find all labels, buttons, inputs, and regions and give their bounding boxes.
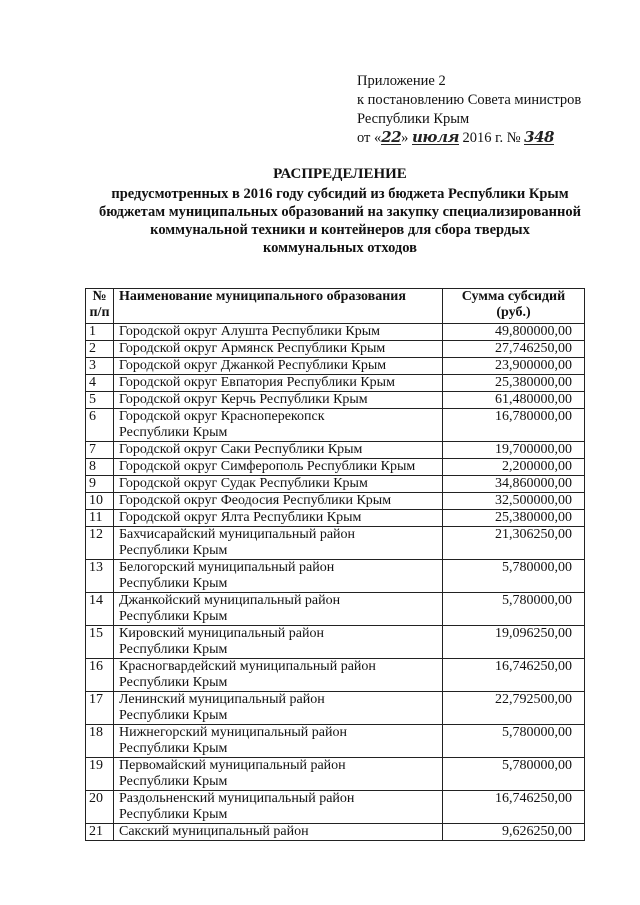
row-amount: 16,746250,00 bbox=[443, 791, 585, 824]
row-amount: 16,746250,00 bbox=[443, 659, 585, 692]
row-number: 5 bbox=[86, 392, 114, 409]
table-row bbox=[86, 358, 585, 375]
title-line-4: коммунальных отходов bbox=[263, 240, 417, 256]
row-municipality bbox=[114, 791, 443, 824]
row-amount: 32,500000,00 bbox=[443, 493, 585, 510]
row-amount: 5,780000,00 bbox=[443, 725, 585, 758]
row-amount: 5,780000,00 bbox=[443, 758, 585, 791]
row-number: 20 bbox=[86, 791, 114, 824]
row-number: 8 bbox=[86, 459, 114, 476]
row-amount: 19,700000,00 bbox=[443, 442, 585, 459]
title-line-2: бюджетам муниципальных образований на закупку специализированной bbox=[99, 204, 581, 220]
municipality-name-line2: Республики Крым bbox=[119, 609, 228, 624]
municipality-name-line2: Республики Крым bbox=[119, 708, 228, 723]
appendix-reference: к постановлению Совета министров bbox=[357, 92, 582, 108]
municipality-name-line2: Республики Крым bbox=[119, 741, 228, 756]
row-municipality bbox=[114, 626, 443, 659]
table-row bbox=[86, 791, 585, 824]
header-num-line1: № bbox=[92, 289, 107, 304]
row-number: 10 bbox=[86, 493, 114, 510]
row-number: 4 bbox=[86, 375, 114, 392]
handwritten-day: 22 bbox=[381, 128, 402, 146]
table-row bbox=[86, 510, 585, 527]
row-amount: 25,380000,00 bbox=[443, 375, 585, 392]
table-row bbox=[86, 493, 585, 510]
row-number: 11 bbox=[86, 510, 114, 527]
row-municipality bbox=[114, 510, 443, 527]
row-number: 14 bbox=[86, 593, 114, 626]
handwritten-number: 348 bbox=[524, 128, 554, 146]
row-municipality bbox=[114, 659, 443, 692]
municipality-name-line1: Ленинский муниципальный район bbox=[119, 692, 325, 707]
municipality-name-line2: Республики Крым bbox=[119, 774, 228, 789]
municipality-name-line2: Республики Крым bbox=[119, 576, 228, 591]
table-row bbox=[86, 375, 585, 392]
municipality-name-line1: Красногвардейский муниципальный район bbox=[119, 659, 376, 674]
header-amount-line1: Сумма субсидий bbox=[461, 289, 566, 304]
row-municipality bbox=[114, 593, 443, 626]
municipality-name-line1: Городской округ Судак Республики Крым bbox=[119, 476, 368, 491]
municipality-name-line1: Городской округ Керчь Республики Крым bbox=[119, 392, 368, 407]
row-municipality bbox=[114, 758, 443, 791]
municipality-name-line1: Нижнегорский муниципальный район bbox=[119, 725, 347, 740]
title-heading: РАСПРЕДЕЛЕНИЕ bbox=[273, 166, 407, 182]
row-amount: 19,096250,00 bbox=[443, 626, 585, 659]
row-municipality bbox=[114, 476, 443, 493]
row-municipality bbox=[114, 560, 443, 593]
municipality-name-line1: Раздольненский муниципальный район bbox=[119, 791, 355, 806]
row-number: 21 bbox=[86, 824, 114, 841]
row-municipality bbox=[114, 341, 443, 358]
header-name: Наименование муниципального образования bbox=[114, 289, 443, 324]
row-municipality bbox=[114, 824, 443, 841]
row-number: 7 bbox=[86, 442, 114, 459]
municipality-name-line1: Городской округ Алушта Республики Крым bbox=[119, 324, 380, 339]
table-row bbox=[86, 341, 585, 358]
row-municipality bbox=[114, 324, 443, 341]
row-municipality bbox=[114, 375, 443, 392]
row-number: 6 bbox=[86, 409, 114, 442]
table-row bbox=[86, 725, 585, 758]
municipality-name-line1: Джанкойский муниципальный район bbox=[119, 593, 341, 608]
municipality-name-line1: Городской округ Джанкой Республики Крым bbox=[119, 358, 387, 373]
municipality-name-line1: Бахчисарайский муниципальный район bbox=[119, 527, 356, 542]
date-quote: » bbox=[401, 130, 409, 146]
table-row bbox=[86, 824, 585, 841]
municipality-name-line2: Республики Крым bbox=[119, 807, 228, 822]
table-row bbox=[86, 527, 585, 560]
municipality-name-line1: Первомайский муниципальный район bbox=[119, 758, 346, 773]
row-amount: 9,626250,00 bbox=[443, 824, 585, 841]
row-municipality bbox=[114, 392, 443, 409]
appendix-date-line bbox=[357, 129, 581, 148]
row-amount: 21,306250,00 bbox=[443, 527, 585, 560]
row-municipality bbox=[114, 442, 443, 459]
table-row bbox=[86, 692, 585, 725]
appendix-header bbox=[357, 72, 581, 148]
row-amount: 2,200000,00 bbox=[443, 459, 585, 476]
row-municipality bbox=[114, 409, 443, 442]
row-amount: 61,480000,00 bbox=[443, 392, 585, 409]
row-municipality bbox=[114, 493, 443, 510]
municipality-name-line1: Сакский муниципальный район bbox=[119, 824, 309, 839]
header-amount-line2: (руб.) bbox=[496, 305, 531, 320]
row-number: 15 bbox=[86, 626, 114, 659]
header-num bbox=[86, 289, 114, 324]
table-row bbox=[86, 626, 585, 659]
table-row bbox=[86, 392, 585, 409]
row-municipality bbox=[114, 459, 443, 476]
date-prefix: от « bbox=[357, 130, 382, 146]
table-row bbox=[86, 476, 585, 493]
row-municipality bbox=[114, 692, 443, 725]
row-municipality bbox=[114, 725, 443, 758]
municipality-name-line1: Городской округ Феодосия Республики Крым bbox=[119, 493, 392, 508]
row-number: 13 bbox=[86, 560, 114, 593]
row-number: 19 bbox=[86, 758, 114, 791]
row-number: 17 bbox=[86, 692, 114, 725]
row-number: 16 bbox=[86, 659, 114, 692]
row-municipality bbox=[114, 527, 443, 560]
table-row bbox=[86, 659, 585, 692]
row-amount: 49,800000,00 bbox=[443, 324, 585, 341]
row-municipality bbox=[114, 358, 443, 375]
table-row bbox=[86, 593, 585, 626]
row-amount: 34,860000,00 bbox=[443, 476, 585, 493]
row-amount: 25,380000,00 bbox=[443, 510, 585, 527]
municipality-name-line1: Городской округ Ялта Республики Крым bbox=[119, 510, 362, 525]
row-number: 3 bbox=[86, 358, 114, 375]
row-number: 9 bbox=[86, 476, 114, 493]
municipality-name-line1: Городской округ Евпатория Республики Крым bbox=[119, 375, 395, 390]
municipality-name-line1: Городской округ Саки Республики Крым bbox=[119, 442, 363, 457]
row-number: 18 bbox=[86, 725, 114, 758]
municipality-name-line2: Республики Крым bbox=[119, 543, 228, 558]
row-number: 1 bbox=[86, 324, 114, 341]
municipality-name-line1: Белогорский муниципальный район bbox=[119, 560, 335, 575]
municipality-name-line2: Республики Крым bbox=[119, 425, 228, 440]
row-amount: 5,780000,00 bbox=[443, 560, 585, 593]
date-year: 2016 г. № bbox=[462, 130, 521, 146]
table-row bbox=[86, 409, 585, 442]
municipality-name-line1: Городской округ Армянск Республики Крым bbox=[119, 341, 386, 356]
header-amount bbox=[443, 289, 585, 324]
row-amount: 22,792500,00 bbox=[443, 692, 585, 725]
table-row bbox=[86, 560, 585, 593]
municipality-name-line1: Городской округ Красноперекопск bbox=[119, 409, 325, 424]
row-amount: 23,900000,00 bbox=[443, 358, 585, 375]
row-amount: 5,780000,00 bbox=[443, 593, 585, 626]
header-num-line2: п/п bbox=[89, 305, 110, 320]
table-row bbox=[86, 459, 585, 476]
row-amount: 16,780000,00 bbox=[443, 409, 585, 442]
municipality-name-line2: Республики Крым bbox=[119, 675, 228, 690]
title-line-1: предусмотренных в 2016 году субсидий из бюджета Республики Крым bbox=[111, 186, 569, 202]
table-row bbox=[86, 442, 585, 459]
document-title bbox=[80, 165, 600, 257]
table-row bbox=[86, 758, 585, 791]
table-header-row bbox=[86, 289, 585, 324]
table-row bbox=[86, 324, 585, 341]
municipality-name-line1: Городской округ Симферополь Республики Крым bbox=[119, 459, 416, 474]
appendix-title: Приложение 2 bbox=[357, 73, 446, 89]
municipality-name-line1: Кировский муниципальный район bbox=[119, 626, 324, 641]
row-number: 12 bbox=[86, 527, 114, 560]
subsidy-table bbox=[85, 288, 585, 841]
handwritten-month: июля bbox=[412, 128, 459, 146]
municipality-name-line2: Республики Крым bbox=[119, 642, 228, 657]
row-number: 2 bbox=[86, 341, 114, 358]
appendix-republic: Республики Крым bbox=[357, 111, 470, 127]
row-amount: 27,746250,00 bbox=[443, 341, 585, 358]
title-line-3: коммунальной техники и контейнеров для сбора твердых bbox=[150, 222, 530, 238]
